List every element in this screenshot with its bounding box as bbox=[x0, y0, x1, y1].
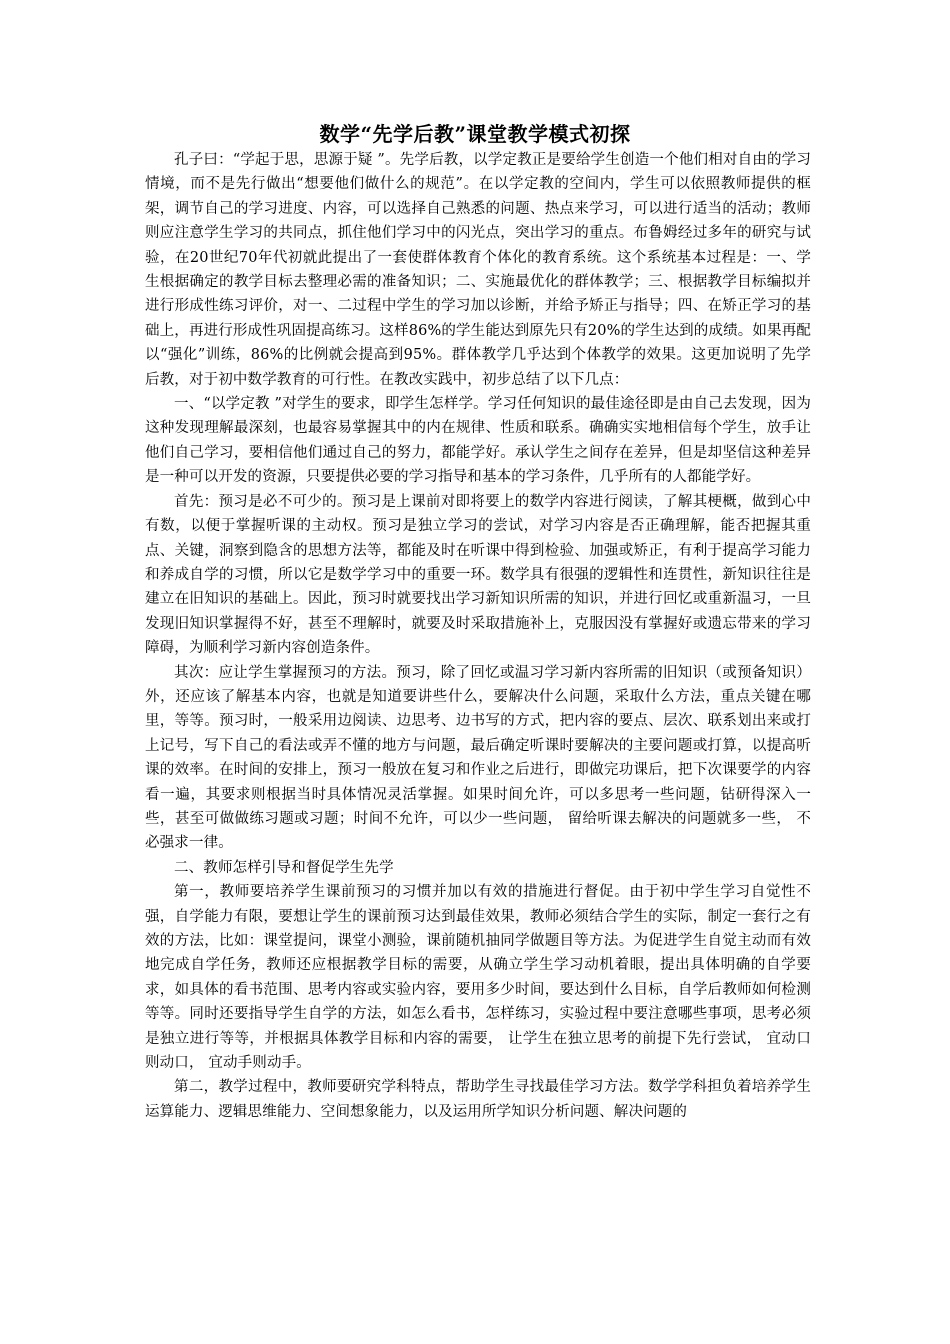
document-body bbox=[145, 148, 811, 1124]
section-heading-two: 二、教师怎样引导和督促学生先学 bbox=[174, 859, 394, 876]
paragraph-section-one: 一、“以学定教 ”对学生的要求，即学生怎样学。学习任何知识的最佳途径即是由自己去发现，因为这种发现理解最深刻，也最容易掌握其中的内在规律、性质和联系。确确实实地相信每个学生，放手让他们自己学习，要相信他们通过自己的努力，都能学好。承认学生之间存在差异，但是却坚信这种差异是一种可以开发的资源，只要提供必要的学习指导和基本的学习条件，几乎所有的人都能学好。 bbox=[145, 396, 811, 486]
paragraph-teacher-first: 第一，教师要培养学生课前预习的习惯并加以有效的措施进行督促。由于初中学生学习自觉性不强，自学能力有限，要想让学生的课前预习达到最佳效果，教师必须结合学生的实际，制定一套行之有效的方法，比如：课堂提问，课堂小测验，课前随机抽同学做题目等方法。为促进学生自觉主动而有效地完成自学任务，教师还应根据教学目标的需要，从确立学生学习动机着眼，提出具体明确的自学要求，如具体的看书范围、思考内容或实验内容，要用多少时间，要达到什么目标，自学后教师如何检测等等。同时还要指导学生自学的方法，如怎么看书，怎样练习，实验过程中要注意哪些事项，思考必须是独立进行等等，并根据具体教学目标和内容的需要， 让学生在独立思考的前提下先行尝试， 宜动口则动口， 宜动手则动手。 bbox=[145, 884, 811, 1072]
document-title: 数学“先学后教”课堂教学模式初探 bbox=[319, 122, 631, 146]
paragraph-teacher-second: 第二，教学过程中，教师要研究学科特点，帮助学生寻找最佳学习方法。数学学科担负着培养学生运算能力、逻辑思维能力、空间想象能力，以及运用所学知识分析问题、解决问题的 bbox=[145, 1079, 811, 1120]
paragraph-intro: 孔子曰：“学起于思，思源于疑 ”。先学后教，以学定教正是要给学生创造一个他们相对自由的学习情境，而不是先行做出“想要他们做什么的规范”。在以学定教的空间内，学生可以依照教师提供的框架，调节自己的学习进度、内容，可以选择自己熟悉的问题、热点来学习，可以进行适当的活动；教师则应注意学生学习的共同点，抓住他们学习中的闪光点，突出学习的重点。布鲁姆经过多年的研究与试验，在20世纪70年代初就此提出了一套使群体教育个体化的教育系统。这个系统基本过程是：一、学生根据确定的教学目标去整理必需的准备知识；二、实施最优化的群体教学；三、根据教学目标编拟并进行形成性练习评价，对一、二过程中学生的学习加以诊断，并给予矫正与指导；四、在矫正学习的基础上，再进行形成性巩固提高练习。这样86%的学生能达到原先只有20%的学生达到的成绩。如果再配以“强化”训练，86%的比例就会提高到95%。群体教学几乎达到个体教学的效果。这更加说明了先学后教，对于初中数学教育的可行性。在教改实践中，初步总结了以下几点： bbox=[145, 152, 812, 388]
paragraph-second-preview-method: 其次：应让学生掌握预习的方法。预习，除了回忆或温习学习新内容所需的旧知识（或预备知识）外，还应该了解基本内容，也就是知道要讲些什么，要解决什么问题，采取什么方法，重点关键在哪里，等等。预习时，一般采用边阅读、边思考、边书写的方式，把内容的要点、层次、联系划出来或打上记号，写下自己的看法或弄不懂的地方与问题，最后确定听课时要解决的主要问题或打算，以提高听课的效率。在时间的安排上，预习一般放在复习和作业之后进行，即做完功课后，把下次课要学的内容看一遍，其要求则根据当时具体情况灵活掌握。如果时间允许，可以多思考一些问题，钻研得深入一些，甚至可做做练习题或习题；时间不允许，可以少一些问题， 留给听课去解决的问题就多一些， 不必强求一律。 bbox=[145, 664, 811, 852]
paragraph-first-preview: 首先：预习是必不可少的。预习是上课前对即将要上的数学内容进行阅读，了解其梗概，做到心中有数，以便于掌握听课的主动权。预习是独立学习的尝试，对学习内容是否正确理解，能否把握其重点、关键，洞察到隐含的思想方法等，都能及时在听课中得到检验、加强或矫正，有利于提高学习能力和养成自学的习惯，所以它是数学学习中的重要一环。数学具有很强的逻辑性和连贯性，新知识往往是建立在旧知识的基础上。因此，预习时就要找出学习新知识所需的知识，并进行回忆或重新温习，一旦发现旧知识掌握得不好，甚至不理解时，就要及时采取措施补上，克服因没有掌握好或遗忘带来的学习障碍，为顺利学习新内容创造条件。 bbox=[145, 493, 811, 657]
